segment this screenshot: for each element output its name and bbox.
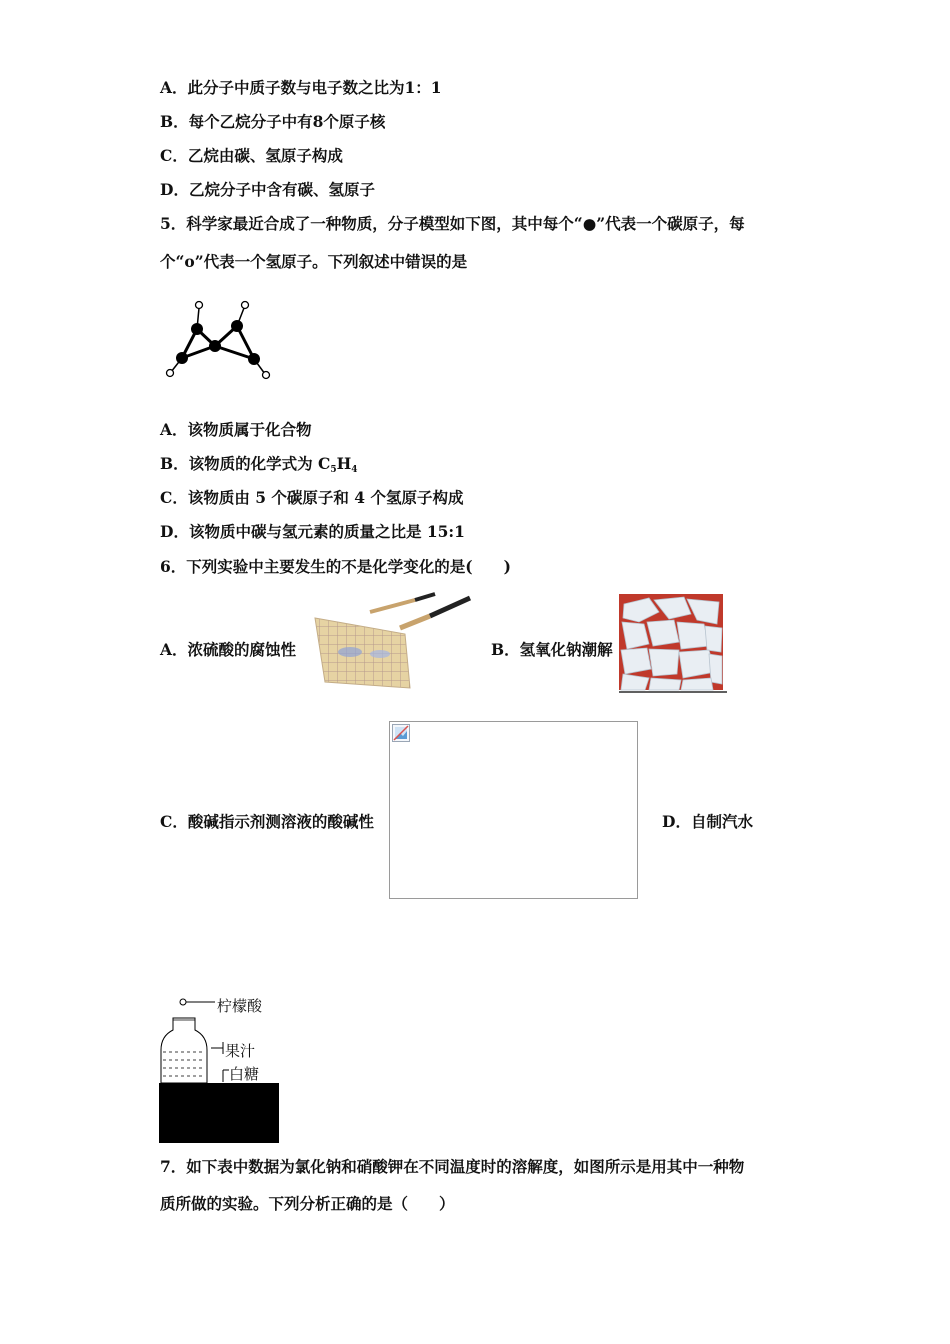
q5-option-c: C．该物质由 5 个碳原子和 4 个氢原子构成	[160, 488, 464, 507]
q6-option-d: D．自制汽水	[662, 812, 753, 831]
homemade-soda-figure	[159, 990, 284, 1145]
q5-stem-line2: 个“o”代表一个氢原子。下列叙述中错误的是	[160, 252, 468, 271]
q4-option-a: A．此分子中质子数与电子数之比为1：1	[160, 78, 442, 97]
q6-stem: 6．下列实验中主要发生的不是化学变化的是( )	[160, 557, 511, 576]
q5-option-d: D．该物质中碳与氢元素的质量之比是 15:1	[160, 522, 465, 541]
molecule-model-figure	[162, 296, 277, 381]
q6-option-b: B．氢氧化钠潮解	[491, 640, 613, 659]
sodium-hydroxide-image	[619, 594, 727, 694]
q5-option-a: A．该物质属于化合物	[160, 420, 312, 439]
q7-stem-line2: 质所做的实验。下列分析正确的是（ ）	[160, 1194, 455, 1213]
q5-stem-line1: 5．科学家最近合成了一种物质，分子模型如下图，其中每个“●”代表一个碳原子，每	[160, 214, 745, 233]
q4-option-d: D．乙烷分子中含有碳、氢原子	[160, 180, 375, 199]
q6-option-a: A．浓硫酸的腐蚀性	[160, 640, 297, 659]
bottle-label-citric-acid: 柠檬酸	[217, 997, 263, 1015]
bottle-label-juice: 果汁	[225, 1042, 256, 1060]
q4-option-b: B．每个乙烷分子中有8个原子核	[160, 112, 386, 131]
q5-option-b	[160, 454, 358, 480]
bottle-label-sugar: 白糖	[229, 1066, 260, 1083]
broken-image-placeholder	[389, 721, 638, 899]
broken-image-icon	[392, 724, 410, 742]
q5-option-b-mid: H	[336, 454, 352, 473]
q5-option-b-sub2: 4	[351, 465, 358, 475]
q5-option-b-prefix: B．该物质的化学式为 C	[160, 454, 331, 473]
q5-option-b-sub1: 5	[330, 465, 337, 475]
q4-option-c: C．乙烷由碳、氢原子构成	[160, 146, 343, 165]
acid-corrosion-image	[310, 590, 475, 690]
q6-option-c: C．酸碱指示剂测溶液的酸碱性	[160, 812, 374, 831]
q7-stem-line1: 7．如下表中数据为氯化钠和硝酸钾在不同温度时的溶解度，如图所示是用其中一种物	[160, 1157, 745, 1176]
